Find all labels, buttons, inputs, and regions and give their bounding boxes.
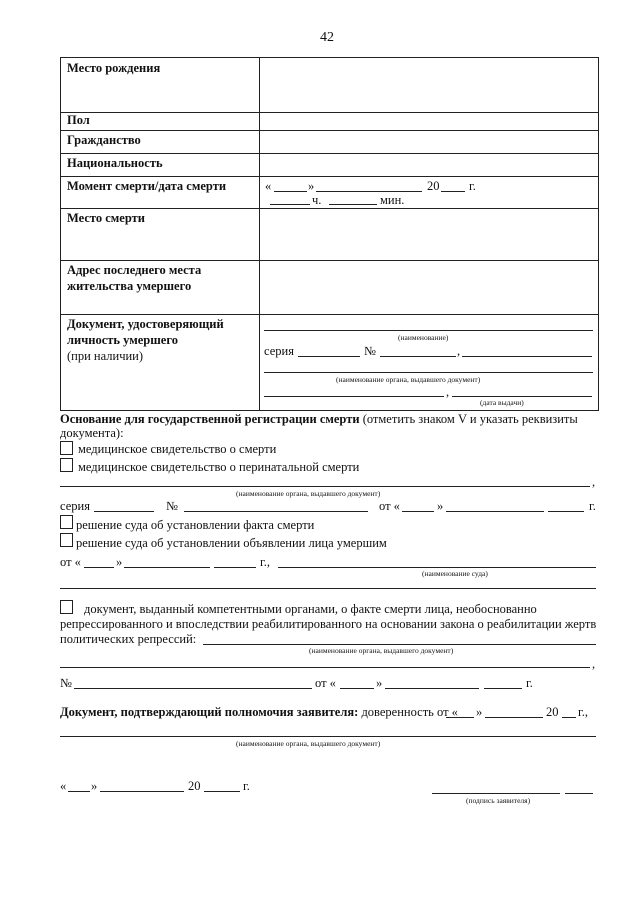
opt-repression-line-1: документ, выданный компетентными органами, о факте смерти лица, необоснованно [84, 602, 537, 616]
issue-date-caption: (дата выдачи) [480, 398, 524, 407]
court-close-quote: » [116, 555, 123, 569]
repression-number-sign: № [60, 676, 72, 690]
footer-close-quote: » [91, 779, 98, 793]
death-place-label: Место смерти [67, 211, 145, 225]
footer-g: г. [243, 779, 250, 793]
repression-issuer-caption: (наименование органа, выдавшего документ) [309, 646, 454, 655]
authority-label-rest: доверенность от « [358, 705, 458, 719]
opt-repression-line-2: репрессированного и впоследствии реабилитированного на основании закона о реабилитации жертв [60, 617, 597, 631]
footer-year20: 20 [188, 779, 201, 793]
authority-label-bold: Документ, подтверждающий полномочия заявителя: [60, 705, 359, 719]
checkbox-medical-certificate[interactable] [60, 441, 73, 455]
opt-repression-line-3: политических репрессий: [60, 632, 197, 646]
id-doc-label-1: Документ, удостоверяющий [67, 317, 224, 331]
last-address-label-1: Адрес последнего места [67, 263, 202, 277]
checkbox-court-fact-death[interactable] [60, 515, 73, 529]
basis-title-line2: документа): [60, 426, 124, 440]
basis-series-label: серия [60, 499, 90, 513]
id-comma-2: , [446, 385, 450, 399]
repression-close-quote: » [376, 676, 383, 690]
authority-g-comma: г., [578, 705, 588, 719]
id-issuer-caption: (наименование органа, выдавшего документ) [336, 375, 481, 384]
id-series-label: серия [264, 344, 294, 358]
minutes-label: мин. [380, 193, 405, 207]
authority-year20: 20 [546, 705, 559, 719]
id-number-sign: № [364, 344, 376, 358]
basis-from: от « [379, 499, 400, 513]
basis-comma: , [592, 475, 596, 489]
basis-title-bold: Основание для государственной регистрации смерти [60, 412, 360, 426]
date-open-quote: « [265, 179, 272, 193]
checkbox-repression-document[interactable] [60, 600, 73, 614]
repression-from: от « [315, 676, 336, 690]
authority-line [60, 706, 458, 719]
basis-year-g: г. [589, 499, 596, 513]
birthplace-label: Место рождения [67, 61, 161, 75]
hours-label: ч. [312, 193, 322, 207]
court-caption: (наименование суда) [422, 569, 488, 578]
opt-court-declared-dead-label: решение суда об установлении объявлении лица умершим [76, 536, 387, 550]
basis-close-quote: » [437, 499, 444, 513]
id-doc-label-2: личность умершего [67, 333, 178, 347]
authority-close-quote: » [476, 705, 483, 719]
basis-number-sign: № [166, 499, 178, 513]
basis-title-rest: (отметить знаком V и указать реквизиты [359, 412, 578, 426]
repression-g: г. [526, 676, 533, 690]
opt-court-fact-death-label: решение суда об установлении факта смерти [76, 518, 315, 532]
naming-caption: (наименование) [398, 333, 449, 342]
signature-caption: (подпись заявителя) [466, 796, 531, 805]
year-20: 20 [427, 179, 440, 193]
death-moment-label: Момент смерти/дата смерти [67, 179, 227, 193]
opt-perinatal-certificate-label: медицинское свидетельство о перинатальной смерти [78, 460, 360, 474]
authority-issuer-caption: (наименование органа, выдавшего документ) [236, 739, 381, 748]
basis-issuer-caption: (наименование органа, выдавшего документ) [236, 489, 381, 498]
sex-label: Пол [67, 113, 90, 127]
nationality-label: Национальность [67, 156, 163, 170]
date-close-quote: » [308, 179, 315, 193]
basis-title [60, 413, 578, 426]
checkbox-court-declared-dead[interactable] [60, 533, 73, 547]
year-g: г. [469, 179, 476, 193]
footer-open-quote: « [60, 779, 67, 793]
page-number: 42 [320, 30, 334, 45]
id-doc-label-3: (при наличии) [67, 349, 144, 363]
court-g-comma: г., [260, 555, 270, 569]
opt-medical-certificate-label: медицинское свидетельство о смерти [78, 442, 277, 456]
checkbox-perinatal-certificate[interactable] [60, 458, 73, 472]
citizenship-label: Гражданство [67, 133, 141, 147]
court-from: от « [60, 555, 81, 569]
id-comma: , [457, 344, 461, 358]
repression-comma: , [592, 657, 596, 671]
last-address-label-2: жительства умершего [67, 279, 192, 293]
